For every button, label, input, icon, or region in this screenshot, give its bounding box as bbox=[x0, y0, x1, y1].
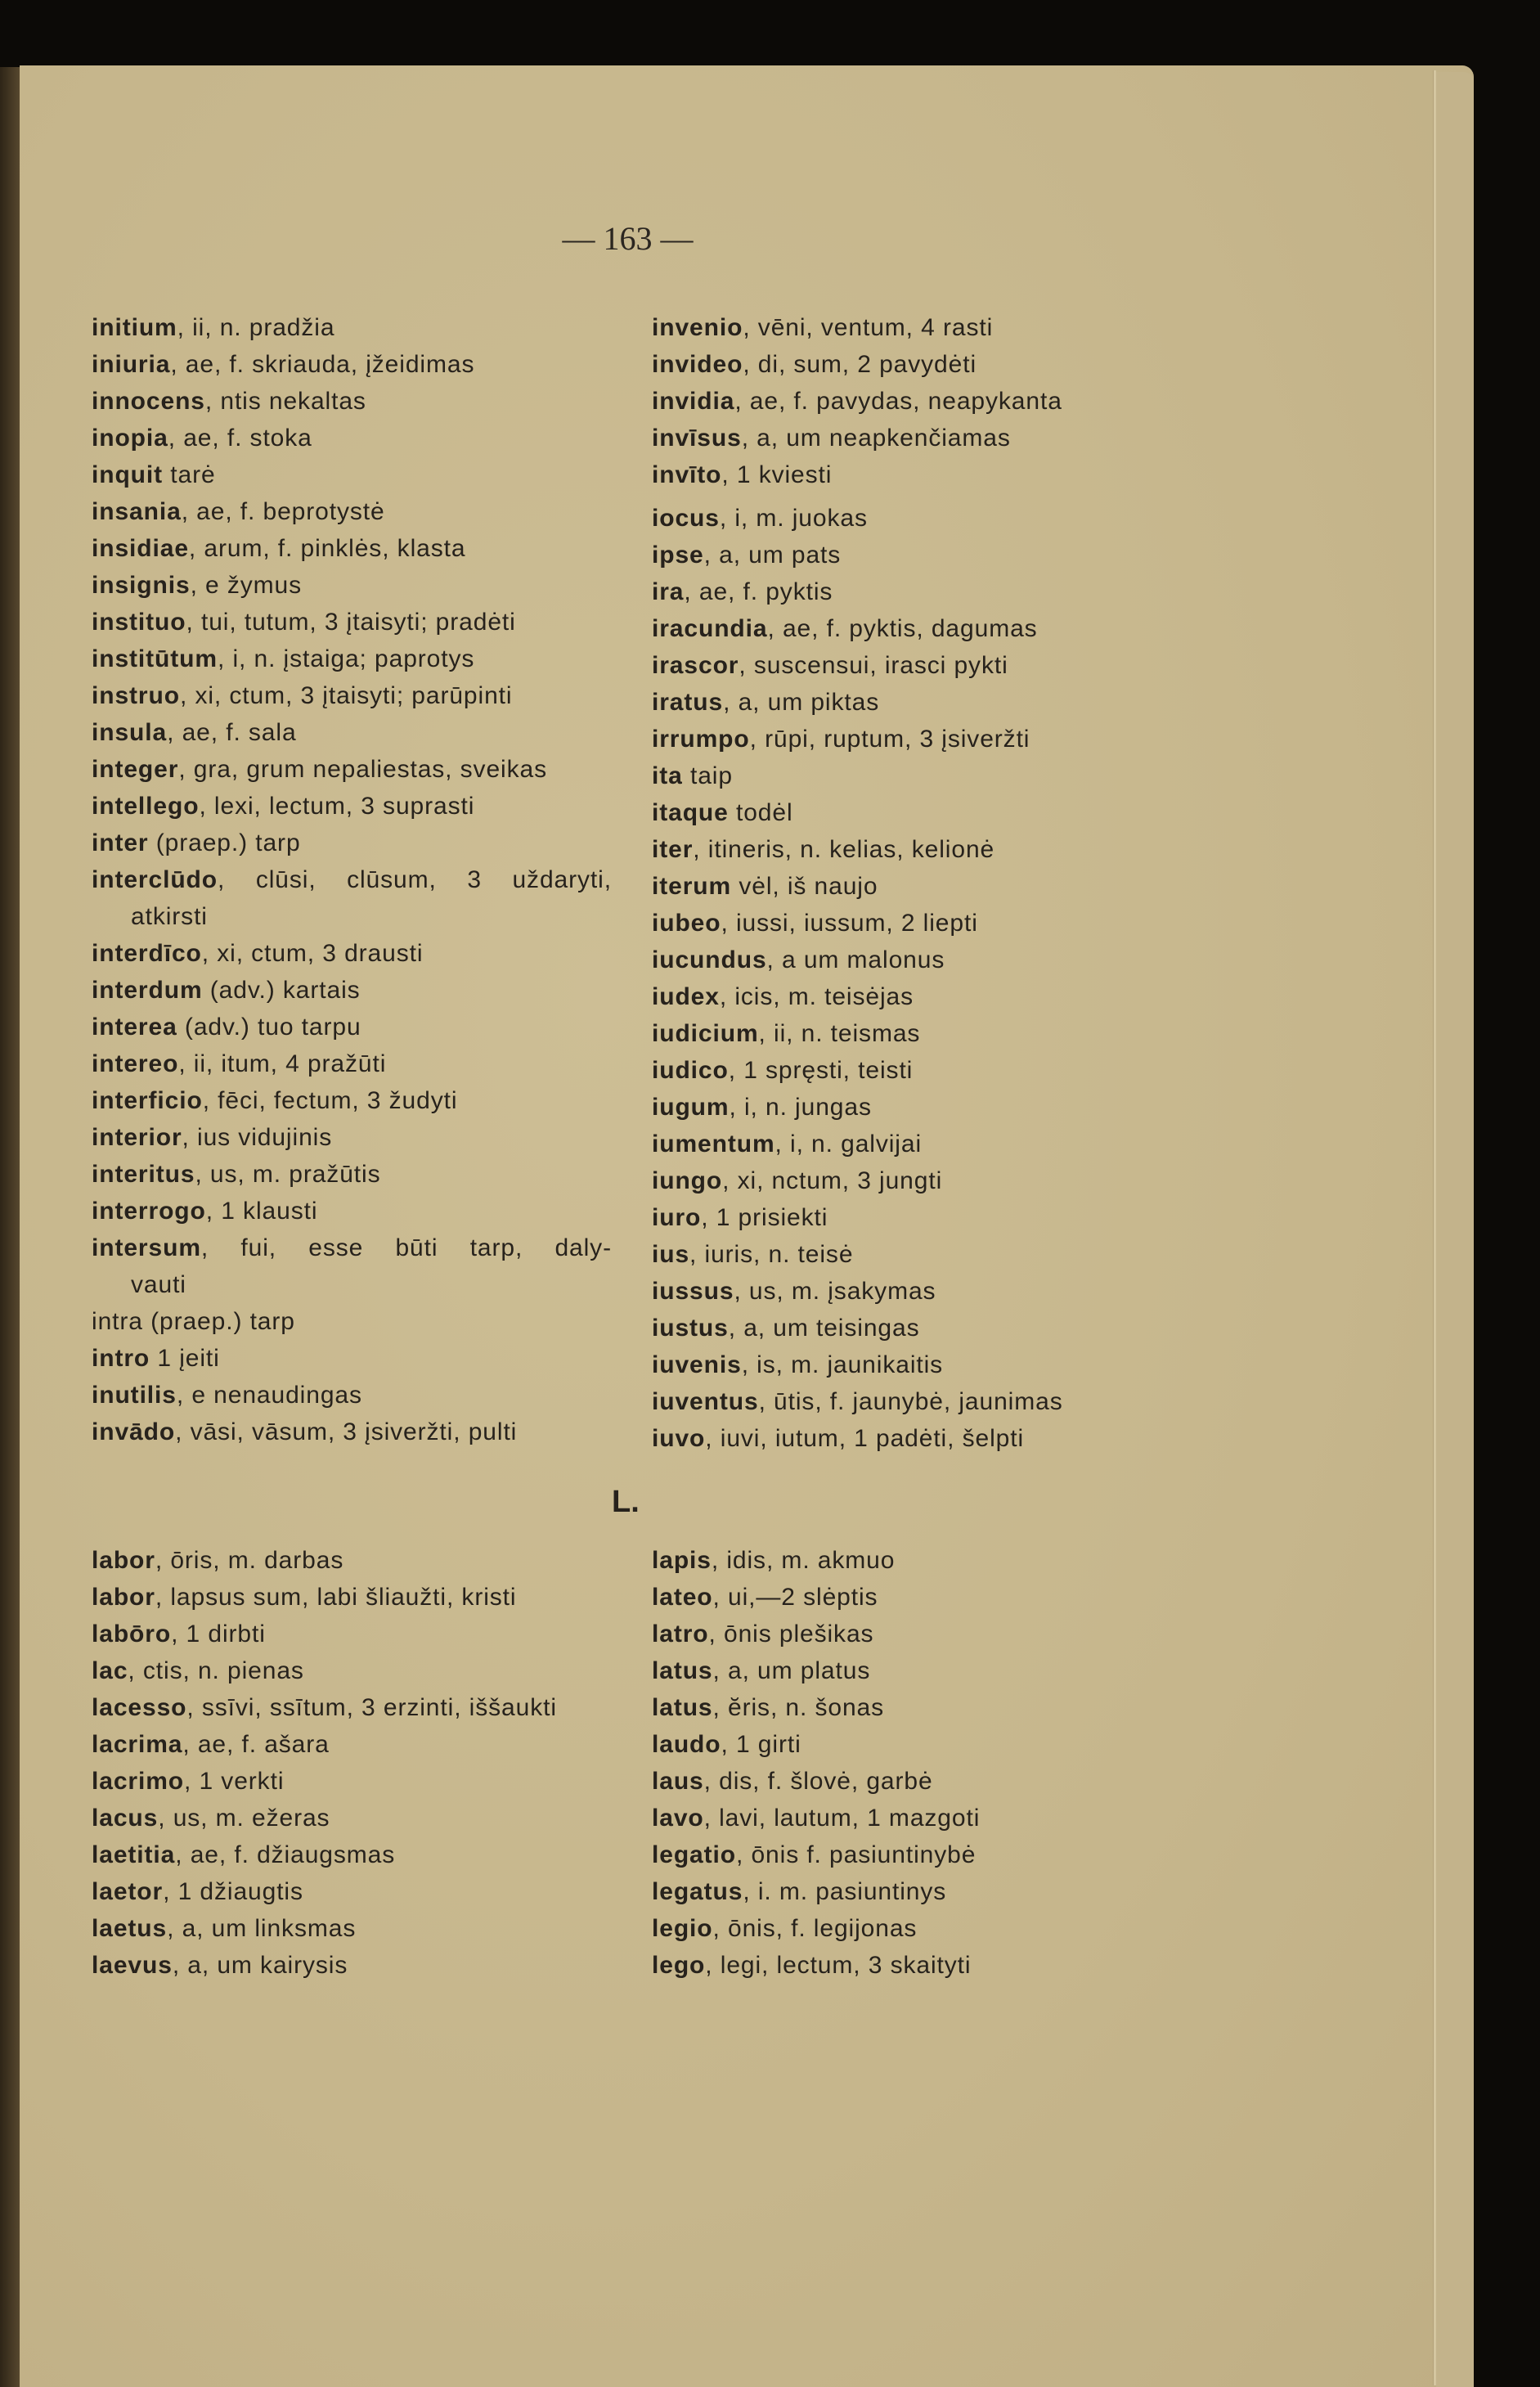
dictionary-entry bbox=[652, 1616, 980, 1652]
entry-headword: insignis bbox=[92, 572, 191, 599]
entry-headword: iracundia bbox=[652, 615, 768, 642]
entry-definition: , lavi, lautum, 1 mazgoti bbox=[703, 1805, 981, 1832]
dictionary-entry bbox=[92, 788, 612, 825]
next-leaf bbox=[1436, 72, 1474, 2387]
entry-definition: , a, um neapkenčiamas bbox=[741, 425, 1011, 452]
entry-headword: iumentum bbox=[652, 1131, 775, 1158]
dictionary-entry bbox=[92, 1193, 612, 1229]
entry-headword: interficio bbox=[92, 1087, 203, 1114]
entry-definition: , ae, f. skriauda, įžeidimas bbox=[170, 351, 475, 378]
entry-headword: iudico bbox=[652, 1057, 729, 1084]
entry-definition: , i. m. pasiuntinys bbox=[743, 1878, 947, 1905]
dictionary-entry bbox=[92, 1800, 557, 1836]
entry-headword: inquit bbox=[92, 461, 164, 488]
entry-headword: laudo bbox=[652, 1731, 721, 1758]
dictionary-entry bbox=[92, 1726, 557, 1763]
entry-headword: latus bbox=[652, 1694, 713, 1721]
page-number: — 163 — bbox=[562, 220, 694, 257]
entry-headword: lacrima bbox=[92, 1731, 183, 1758]
entry-headword: interclūdo bbox=[92, 866, 218, 893]
entry-definition: , icis, m. teisėjas bbox=[719, 983, 914, 1010]
entry-definition: , iussi, iussum, 2 liepti bbox=[721, 910, 978, 937]
entry-definition-word: daly- bbox=[554, 1234, 612, 1261]
entry-definition: , idis, m. akmuo bbox=[711, 1547, 896, 1574]
entry-definition: , xi, ctum, 3 įtaisyti; parūpinti bbox=[179, 682, 513, 709]
entry-headword: inter bbox=[92, 829, 149, 856]
dictionary-entry bbox=[92, 1763, 557, 1800]
entry-headword: invidia bbox=[652, 388, 735, 415]
dictionary-entry bbox=[92, 1303, 612, 1340]
section-heading-letter: L. bbox=[612, 1485, 640, 1519]
dictionary-entry bbox=[652, 831, 1063, 868]
dictionary-entry bbox=[92, 1542, 557, 1579]
entry-headword: lacrimo bbox=[92, 1768, 185, 1795]
dictionary-entry bbox=[652, 1910, 980, 1947]
entry-headword: intra bbox=[92, 1308, 143, 1335]
dictionary-entry bbox=[652, 309, 1063, 346]
entry-definition: , arum, f. pinklės, klasta bbox=[188, 535, 466, 562]
dictionary-entry bbox=[652, 1652, 980, 1689]
entry-headword: iter bbox=[652, 836, 694, 863]
entry-definition: , 1 spręsti, teisti bbox=[728, 1057, 914, 1084]
dictionary-entry bbox=[92, 1836, 557, 1873]
entry-headword: ira bbox=[652, 578, 685, 605]
entry-headword: iustus bbox=[652, 1315, 729, 1342]
entry-headword: laetitia bbox=[92, 1841, 176, 1868]
entry-headword: invenio bbox=[652, 314, 743, 341]
dictionary-entry bbox=[652, 1126, 1063, 1162]
entry-definition: , ae, f. pyktis bbox=[684, 578, 833, 605]
dictionary-entry bbox=[92, 641, 612, 677]
dictionary-entry bbox=[652, 1310, 1063, 1346]
dictionary-entry bbox=[652, 1346, 1063, 1383]
entry-definition: , ae, f. džiaugsmas bbox=[175, 1841, 396, 1868]
dictionary-entry bbox=[92, 1156, 612, 1193]
entry-headword: lateo bbox=[652, 1584, 713, 1611]
entry-headword: ita bbox=[652, 762, 683, 789]
entry-definition: , 1 kviesti bbox=[721, 461, 833, 488]
entry-headword: iniuria bbox=[92, 351, 171, 378]
dictionary-entry bbox=[92, 420, 612, 456]
entry-definition: todėl bbox=[728, 799, 793, 826]
entry-definition: , ōnis f. pasiuntinybė bbox=[735, 1841, 977, 1868]
entry-definition: , a, um platus bbox=[712, 1657, 871, 1684]
dictionary-entry bbox=[92, 1009, 612, 1045]
dictionary-entry bbox=[652, 1236, 1063, 1273]
entry-headword: initium bbox=[92, 314, 177, 341]
dictionary-entry bbox=[652, 1726, 980, 1763]
dictionary-entry bbox=[92, 309, 612, 346]
entry-definition: , a, um piktas bbox=[723, 689, 880, 716]
entry-definition: , a, um kairysis bbox=[172, 1952, 348, 1979]
entry-definition: , vēni, ventum, 4 rasti bbox=[743, 314, 994, 341]
entry-headword: integer bbox=[92, 756, 179, 783]
entry-definition: , rūpi, ruptum, 3 įsiveržti bbox=[749, 726, 1030, 753]
entry-headword: institūtum bbox=[92, 645, 218, 672]
dictionary-entry bbox=[92, 1082, 612, 1119]
entry-definition: , i, n. galvijai bbox=[774, 1131, 923, 1158]
entry-definition: , lapsus sum, labi šliaužti, kristi bbox=[155, 1584, 517, 1611]
dictionary-entry bbox=[652, 500, 1063, 537]
entries-column-right-l bbox=[652, 1542, 980, 1984]
entry-definition: , us, m. įsakymas bbox=[734, 1278, 936, 1305]
entry-headword: instituo bbox=[92, 609, 186, 636]
dictionary-entry bbox=[652, 978, 1063, 1015]
entry-definition-word: būti bbox=[395, 1234, 438, 1261]
entry-headword: instruo bbox=[92, 682, 180, 709]
entry-headword: legatus bbox=[652, 1878, 743, 1905]
entries-column-left-l bbox=[92, 1542, 557, 1984]
entry-definition-word: fui, bbox=[240, 1234, 277, 1261]
entry-definition: , a, um teisingas bbox=[728, 1315, 920, 1342]
entry-definition: taip bbox=[682, 762, 733, 789]
dictionary-entry bbox=[92, 456, 612, 493]
entry-definition: , ntis nekaltas bbox=[204, 388, 366, 415]
dictionary-entry bbox=[92, 1616, 557, 1652]
entry-headword: iuro bbox=[652, 1204, 702, 1231]
entry-definition: , 1 klausti bbox=[205, 1198, 318, 1225]
dictionary-entry bbox=[92, 1689, 557, 1726]
entry-definition: , fēci, fectum, 3 žudyti bbox=[202, 1087, 458, 1114]
entry-continuation: vauti bbox=[131, 1271, 186, 1298]
dictionary-entry bbox=[92, 1377, 612, 1414]
dictionary-entry bbox=[92, 714, 612, 751]
entry-definition: , iuris, n. teisė bbox=[689, 1241, 854, 1268]
dictionary-entry bbox=[652, 757, 1063, 794]
entry-definition: , 1 verkti bbox=[184, 1768, 285, 1795]
entry-headword: irascor bbox=[652, 652, 739, 679]
entry-definition: , ii, n. pradžia bbox=[177, 314, 335, 341]
entry-definition: , tui, tutum, 3 įtaisyti; pradėti bbox=[186, 609, 516, 636]
entry-definition-word: tarp, bbox=[469, 1234, 523, 1261]
entry-definition: , vāsi, vāsum, 3 įsiveržti, pulti bbox=[175, 1418, 518, 1445]
entry-headword: invīto bbox=[652, 461, 722, 488]
dictionary-entry bbox=[92, 1947, 557, 1984]
entry-definition: , legi, lectum, 3 skaityti bbox=[705, 1952, 972, 1979]
entry-definition-word: 3 bbox=[467, 866, 482, 893]
entry-headword: labōro bbox=[92, 1621, 172, 1648]
entry-definition: , ōnis, f. legijonas bbox=[712, 1915, 918, 1942]
entry-headword: laetus bbox=[92, 1915, 168, 1942]
entry-headword: intro bbox=[92, 1345, 150, 1372]
dictionary-entry bbox=[92, 493, 612, 530]
entry-definition: (praep.) tarp bbox=[142, 1308, 295, 1335]
dictionary-entry bbox=[652, 647, 1063, 684]
dictionary-entry bbox=[92, 604, 612, 641]
entry-definition: , gra, grum nepaliestas, sveikas bbox=[178, 756, 547, 783]
dictionary-entry bbox=[652, 1273, 1063, 1310]
entry-headword: lapis bbox=[652, 1547, 712, 1574]
entry-definition: , is, m. jaunikaitis bbox=[741, 1351, 944, 1378]
dictionary-entry bbox=[652, 383, 1063, 420]
entry-headword: iugum bbox=[652, 1094, 730, 1121]
dictionary-entry bbox=[652, 905, 1063, 942]
entry-definition: , ae, f. pavydas, neapykanta bbox=[734, 388, 1062, 415]
entry-headword: innocens bbox=[92, 388, 205, 415]
dictionary-entry bbox=[652, 456, 1063, 493]
entry-headword: legatio bbox=[652, 1841, 736, 1868]
entry-definition: , us, m. pražūtis bbox=[195, 1161, 381, 1188]
entry-headword: intereo bbox=[92, 1050, 179, 1077]
entry-definition: , us, m. ežeras bbox=[158, 1805, 330, 1832]
entry-definition-word: clūsum, bbox=[347, 866, 437, 893]
dictionary-entry bbox=[652, 868, 1063, 905]
entry-definition: , ae, f. stoka bbox=[168, 425, 312, 452]
dictionary-entry bbox=[652, 1162, 1063, 1199]
entry-definition: , suscensui, irasci pykti bbox=[739, 652, 1008, 679]
entry-definition: , i, n. įstaiga; paprotys bbox=[217, 645, 475, 672]
entry-headword: lavo bbox=[652, 1805, 704, 1832]
entry-definition: , a, um pats bbox=[703, 542, 842, 569]
entry-headword: inutilis bbox=[92, 1382, 177, 1409]
entry-headword: iocus bbox=[652, 505, 720, 532]
entry-headword: interitus bbox=[92, 1161, 195, 1188]
dictionary-entry bbox=[92, 567, 612, 604]
entry-definition: , i, n. jungas bbox=[729, 1094, 872, 1121]
entry-headword: insania bbox=[92, 498, 182, 525]
entry-headword: intersum bbox=[92, 1234, 201, 1261]
dictionary-entry bbox=[92, 972, 612, 1009]
dictionary-entry bbox=[652, 346, 1063, 383]
entry-definition: , ui,—2 slėptis bbox=[712, 1584, 878, 1611]
entry-headword: laevus bbox=[92, 1952, 173, 1979]
entry-definition-word: uždaryti, bbox=[512, 866, 612, 893]
dictionary-entry bbox=[92, 1579, 557, 1616]
dictionary-entry bbox=[92, 825, 612, 861]
entry-definition-word: clūsi, bbox=[255, 866, 317, 893]
dictionary-entry bbox=[92, 751, 612, 788]
entry-definition: , ii, itum, 4 pražūti bbox=[178, 1050, 387, 1077]
entry-definition: , ssīvi, ssītum, 3 erzinti, iššaukti bbox=[186, 1694, 557, 1721]
dictionary-entry bbox=[652, 420, 1063, 456]
entry-headword: lego bbox=[652, 1952, 706, 1979]
entry-headword: ius bbox=[652, 1241, 690, 1268]
entry-definition: (praep.) tarp bbox=[148, 829, 301, 856]
entry-definition: , 1 girti bbox=[721, 1731, 801, 1758]
dictionary-entry bbox=[92, 935, 612, 972]
entry-headword: iucundus bbox=[652, 946, 767, 973]
entry-headword: itaque bbox=[652, 799, 729, 826]
entry-headword: invideo bbox=[652, 351, 743, 378]
entry-definition: vėl, iš naujo bbox=[731, 873, 878, 900]
dictionary-entry bbox=[652, 1542, 980, 1579]
entry-headword: lac bbox=[92, 1657, 128, 1684]
dictionary-entry bbox=[652, 1052, 1063, 1089]
dictionary-entry bbox=[652, 721, 1063, 757]
entry-headword: iterum bbox=[652, 873, 732, 900]
dictionary-entry bbox=[652, 1199, 1063, 1236]
entry-headword: latro bbox=[652, 1621, 709, 1648]
entry-headword: interdum bbox=[92, 977, 203, 1004]
dictionary-entry: intersum, fui, esse būti tarp, daly- vauti bbox=[92, 1229, 612, 1303]
entry-headword: iungo bbox=[652, 1167, 723, 1194]
entry-headword: inopia bbox=[92, 425, 168, 452]
entry-definition: , ĕris, n. šonas bbox=[712, 1694, 885, 1721]
entry-headword: labor bbox=[92, 1547, 155, 1574]
dictionary-entry bbox=[92, 530, 612, 567]
entry-definition: (adv.) tuo tarpu bbox=[177, 1014, 361, 1041]
entry-headword: laetor bbox=[92, 1878, 164, 1905]
entry-definition: , ae, f. pyktis, dagumas bbox=[767, 615, 1038, 642]
entry-definition: , i, m. juokas bbox=[719, 505, 868, 532]
dictionary-entry bbox=[652, 1089, 1063, 1126]
entry-definition: , ōris, m. darbas bbox=[155, 1547, 344, 1574]
dictionary-entry bbox=[652, 1763, 980, 1800]
entry-headword: invīsus bbox=[652, 425, 742, 452]
entry-headword: irrumpo bbox=[652, 726, 750, 753]
entry-definition: , e žymus bbox=[190, 572, 303, 599]
entry-continuation: atkirsti bbox=[131, 903, 208, 930]
dictionary-entry bbox=[92, 346, 612, 383]
entry-definition: , a um malonus bbox=[766, 946, 945, 973]
entry-headword: iratus bbox=[652, 689, 724, 716]
entry-definition: , ius vidujinis bbox=[182, 1124, 333, 1151]
entry-definition: , 1 dirbti bbox=[171, 1621, 266, 1648]
entry-headword: iuvenis bbox=[652, 1351, 742, 1378]
dictionary-entry bbox=[92, 1652, 557, 1689]
dictionary-entry bbox=[652, 610, 1063, 647]
entry-definition: 1 įeiti bbox=[150, 1345, 220, 1372]
entry-headword: insidiae bbox=[92, 535, 189, 562]
book-spine-edge bbox=[0, 67, 21, 2387]
dictionary-entry bbox=[92, 1414, 612, 1450]
dictionary-entry bbox=[92, 1340, 612, 1377]
dictionary-entry bbox=[652, 1383, 1063, 1420]
entry-headword: legio bbox=[652, 1915, 713, 1942]
entry-definition: , a, um linksmas bbox=[167, 1915, 357, 1942]
dictionary-entry bbox=[652, 794, 1063, 831]
entries-column-right-i bbox=[652, 309, 1063, 1457]
entry-headword: interior bbox=[92, 1124, 182, 1151]
entry-definition: , ae, f. ašara bbox=[182, 1731, 330, 1758]
entry-headword: iudicium bbox=[652, 1020, 759, 1047]
dictionary-entry bbox=[92, 677, 612, 714]
entry-headword: iubeo bbox=[652, 910, 721, 937]
dictionary-entry bbox=[652, 537, 1063, 573]
dictionary-entry bbox=[652, 1873, 980, 1910]
entry-definition: , ae, f. beprotystė bbox=[181, 498, 385, 525]
entry-headword: iuvo bbox=[652, 1425, 706, 1452]
entry-definition: , 1 džiaugtis bbox=[163, 1878, 303, 1905]
entry-headword: ipse bbox=[652, 542, 704, 569]
dictionary-entry bbox=[652, 1836, 980, 1873]
entry-headword: intellego bbox=[92, 793, 200, 820]
entry-headword: lacus bbox=[92, 1805, 159, 1832]
entry-definition: , ctis, n. pienas bbox=[128, 1657, 304, 1684]
entry-headword: iuventus bbox=[652, 1388, 759, 1415]
entry-definition: , e nenaudingas bbox=[176, 1382, 362, 1409]
dictionary-entry bbox=[652, 942, 1063, 978]
entry-definition: , xi, nctum, 3 jungti bbox=[722, 1167, 943, 1194]
entry-headword: invādo bbox=[92, 1418, 176, 1445]
entry-definition: , ōnis plešikas bbox=[708, 1621, 874, 1648]
dictionary-entry bbox=[652, 1800, 980, 1836]
entry-definition: , ii, n. teismas bbox=[758, 1020, 921, 1047]
entry-headword: latus bbox=[652, 1657, 713, 1684]
entry-definition: , iuvi, iutum, 1 padėti, šelpti bbox=[705, 1425, 1025, 1452]
entry-headword: interrogo bbox=[92, 1198, 206, 1225]
dictionary-entry bbox=[652, 1015, 1063, 1052]
entry-definition: , dis, f. šlovė, garbė bbox=[703, 1768, 933, 1795]
entry-definition: (adv.) kartais bbox=[202, 977, 361, 1004]
entry-definition: tarė bbox=[163, 461, 216, 488]
dictionary-entry bbox=[92, 1119, 612, 1156]
dictionary-entry bbox=[92, 1910, 557, 1947]
entries-column-left-i bbox=[92, 309, 612, 1450]
dictionary-entry bbox=[652, 684, 1063, 721]
entry-headword: lacesso bbox=[92, 1694, 187, 1721]
dictionary-entry bbox=[652, 1689, 980, 1726]
entry-headword: interdīco bbox=[92, 940, 202, 967]
dictionary-entry bbox=[92, 383, 612, 420]
entry-definition: , itineris, n. kelias, kelionė bbox=[693, 836, 995, 863]
dictionary-entry bbox=[92, 1873, 557, 1910]
entry-headword: labor bbox=[92, 1584, 155, 1611]
entry-headword: iussus bbox=[652, 1278, 734, 1305]
entry-headword: iudex bbox=[652, 983, 720, 1010]
dictionary-entry bbox=[652, 1579, 980, 1616]
entry-definition: , di, sum, 2 pavydėti bbox=[743, 351, 977, 378]
dictionary-entry: interclūdo, clūsi, clūsum, 3 uždaryti, atkirsti bbox=[92, 861, 612, 935]
entry-headword: laus bbox=[652, 1768, 704, 1795]
entry-headword: interea bbox=[92, 1014, 177, 1041]
entry-definition: , 1 prisiekti bbox=[701, 1204, 828, 1231]
entry-definition: , lexi, lectum, 3 suprasti bbox=[199, 793, 475, 820]
dictionary-entry bbox=[652, 573, 1063, 610]
entry-definition-word: esse bbox=[308, 1234, 364, 1261]
dictionary-entry bbox=[92, 1045, 612, 1082]
dictionary-entry bbox=[652, 1947, 980, 1984]
entry-headword: insula bbox=[92, 719, 168, 746]
dictionary-entry bbox=[652, 1420, 1063, 1457]
entry-definition: , ae, f. sala bbox=[167, 719, 297, 746]
entry-definition: , ūtis, f. jaunybė, jaunimas bbox=[758, 1388, 1063, 1415]
entry-definition: , xi, ctum, 3 drausti bbox=[201, 940, 424, 967]
